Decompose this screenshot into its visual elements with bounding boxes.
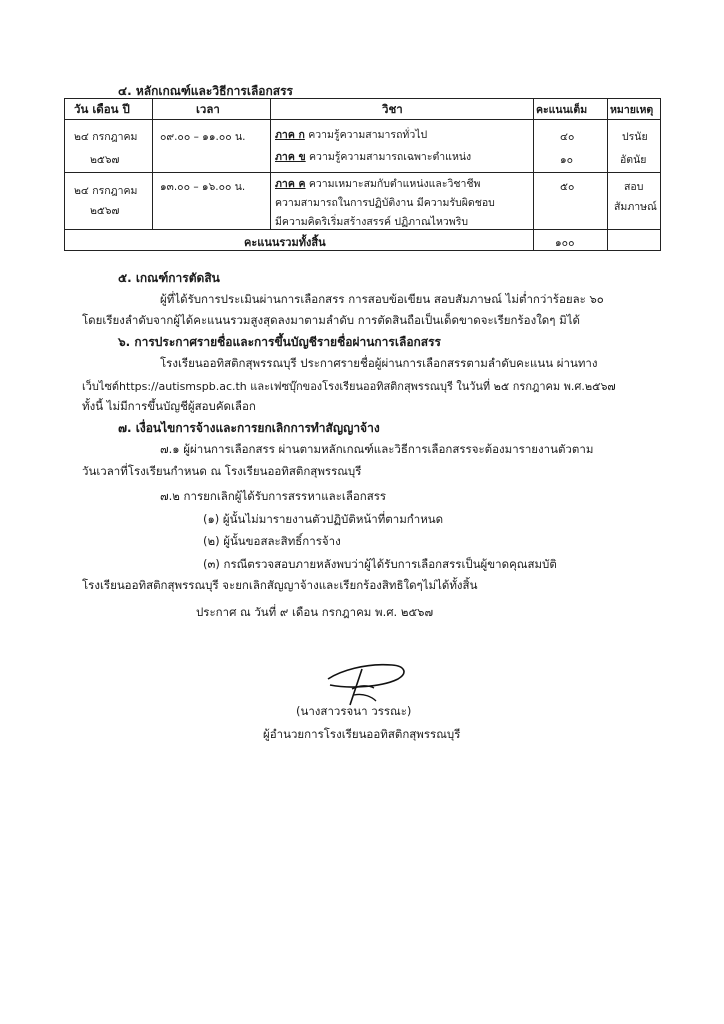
total-value: ๑๐๐ bbox=[555, 237, 575, 249]
row1-subject-line1 bbox=[275, 126, 427, 143]
header-note: หมายเหตุ bbox=[610, 104, 654, 116]
selection-criteria-table bbox=[64, 98, 661, 251]
subject-part-tag: ภาค ข bbox=[275, 151, 306, 163]
row2-subject-line1 bbox=[275, 175, 480, 192]
announcement-date: ประกาศ ณ วันที่ ๙ เดือน กรกฎาคม พ.ศ. ๒๕๖๗ bbox=[196, 605, 434, 619]
signature-image bbox=[310, 655, 420, 710]
section4-heading: ๔. หลักเกณฑ์และวิธีการเลือกสรร bbox=[118, 84, 293, 98]
row2-note-1: สอบ bbox=[624, 181, 644, 193]
section7-sub3-line2: โรงเรียนออทิสติกสุพรรณบุรี จะยกเลิกสัญญาจ้างและเรียกร้องสิทธิใดๆไม่ได้ทั้งสิ้น bbox=[82, 578, 478, 592]
section7-item2: ๗.๒ การยกเลิกผู้ได้รับการสรรหาและเลือกสรร bbox=[160, 489, 387, 503]
row2-subject-line3: มีความคิดริเริ่มสร้างสรรค์ ปฏิภาณไหวพริบ bbox=[275, 216, 469, 228]
row1-note-2: อัตนัย bbox=[620, 154, 647, 166]
section6-line2: เว็บไซต์https://autismspb.ac.th และเฟซบุ๊กของโรงเรียนออทิสติกสุพรรณบุรี ในวันที่ ๒๕ กรกฎาคม พ.ศ.๒๕๖๗ bbox=[82, 380, 616, 393]
section6-line1: โรงเรียนออทิสติกสุพรรณบุรี ประกาศรายชื่อผู้ผ่านการเลือกสรรตามลำดับคะแนน ผ่านทาง bbox=[160, 356, 598, 370]
subject-part-text: ความรู้ความสามารถทั่วไป bbox=[304, 129, 428, 141]
section7-item1-line2: วันเวลาที่โรงเรียนกำหนด ณ โรงเรียนออทิสติกสุพรรณบุรี bbox=[82, 464, 362, 478]
subject-part-tag: ภาค ก bbox=[275, 129, 305, 141]
row1-date-day: ๒๔ กรกฎาคม bbox=[74, 131, 138, 143]
row2-score: ๕๐ bbox=[560, 181, 575, 193]
section6-heading: ๖. การประกาศรายชื่อและการขึ้นบัญชีรายชื่อผ่านการเลือกสรร bbox=[118, 335, 442, 349]
signer-position: ผู้อำนวยการโรงเรียนออทิสติกสุพรรณบุรี bbox=[263, 727, 461, 741]
row2-subject-line2: ความสามารถในการปฏิบัติงาน มีความรับผิดชอบ bbox=[275, 197, 495, 209]
section7-heading: ๗. เงื่อนไขการจ้างและการยกเลิกการทำสัญญาจ้าง bbox=[118, 421, 380, 435]
row2-time: ๑๓.๐๐ – ๑๖.๐๐ น. bbox=[160, 181, 246, 193]
row1-time: ๐๙.๐๐ – ๑๑.๐๐ น. bbox=[160, 131, 246, 143]
row1-score-b: ๑๐ bbox=[560, 154, 574, 166]
total-label: คะแนนรวมทั้งสิ้น bbox=[244, 236, 326, 249]
subject-part-tag: ภาค ค bbox=[275, 178, 306, 190]
header-time: เวลา bbox=[196, 102, 220, 116]
section7-item1-line1: ๗.๑ ผู้ผ่านการเลือกสรร ผ่านตามหลักเกณฑ์และวิธีการเลือกสรรจะต้องมารายงานตัวตาม bbox=[160, 442, 594, 456]
row2-note-2: สัมภาษณ์ bbox=[614, 201, 657, 213]
section5-line2: โดยเรียงลำดับจากผู้ได้คะแนนรวมสูงสุดลงมาตามลำดับ การตัดสินถือเป็นเด็ดขาดจะเรียกร้องใดๆ มิได้ bbox=[82, 313, 580, 327]
section5-heading: ๕. เกณฑ์การตัดสิน bbox=[118, 271, 220, 285]
row1-date-year: ๒๕๖๗ bbox=[90, 154, 120, 166]
section7-sub3-line1: (๓) กรณีตรวจสอบภายหลังพบว่าผู้ได้รับการเลือกสรรเป็นผู้ขาดคุณสมบัติ bbox=[203, 557, 557, 571]
signer-name: (นางสาวรจนา วรรณะ) bbox=[296, 704, 412, 718]
subject-part-text: ความรู้ความสามารถเฉพาะตำแหน่ง bbox=[305, 151, 472, 163]
section6-line3: ทั้งนี้ ไม่มีการขึ้นบัญชีผู้สอบคัดเลือก bbox=[82, 399, 256, 413]
header-full-score: คะแนนเต็ม bbox=[536, 104, 588, 116]
subject-part-text: ความเหมาะสมกับตำแหน่งและวิชาชีพ bbox=[305, 178, 481, 190]
row1-subject-line2 bbox=[275, 148, 471, 165]
section7-sub1: (๑) ผู้นั้นไม่มารายงานตัวปฏิบัติหน้าที่ตามกำหนด bbox=[203, 512, 444, 526]
section5-line1: ผู้ที่ได้รับการประเมินผ่านการเลือกสรร การสอบข้อเขียน สอบสัมภาษณ์ ไม่ต่ำกว่าร้อยละ ๖๐ bbox=[160, 292, 604, 306]
row1-score-a: ๔๐ bbox=[560, 131, 575, 143]
row1-note-1: ปรนัย bbox=[622, 131, 648, 143]
header-date: วัน เดือน ปี bbox=[74, 102, 130, 116]
row2-date-day: ๒๔ กรกฎาคม bbox=[74, 185, 138, 197]
section7-sub2: (๒) ผู้นั้นขอสละสิทธิ์การจ้าง bbox=[203, 534, 341, 548]
row2-date-year: ๒๕๖๗ bbox=[90, 205, 120, 217]
header-subject: วิชา bbox=[382, 102, 403, 116]
